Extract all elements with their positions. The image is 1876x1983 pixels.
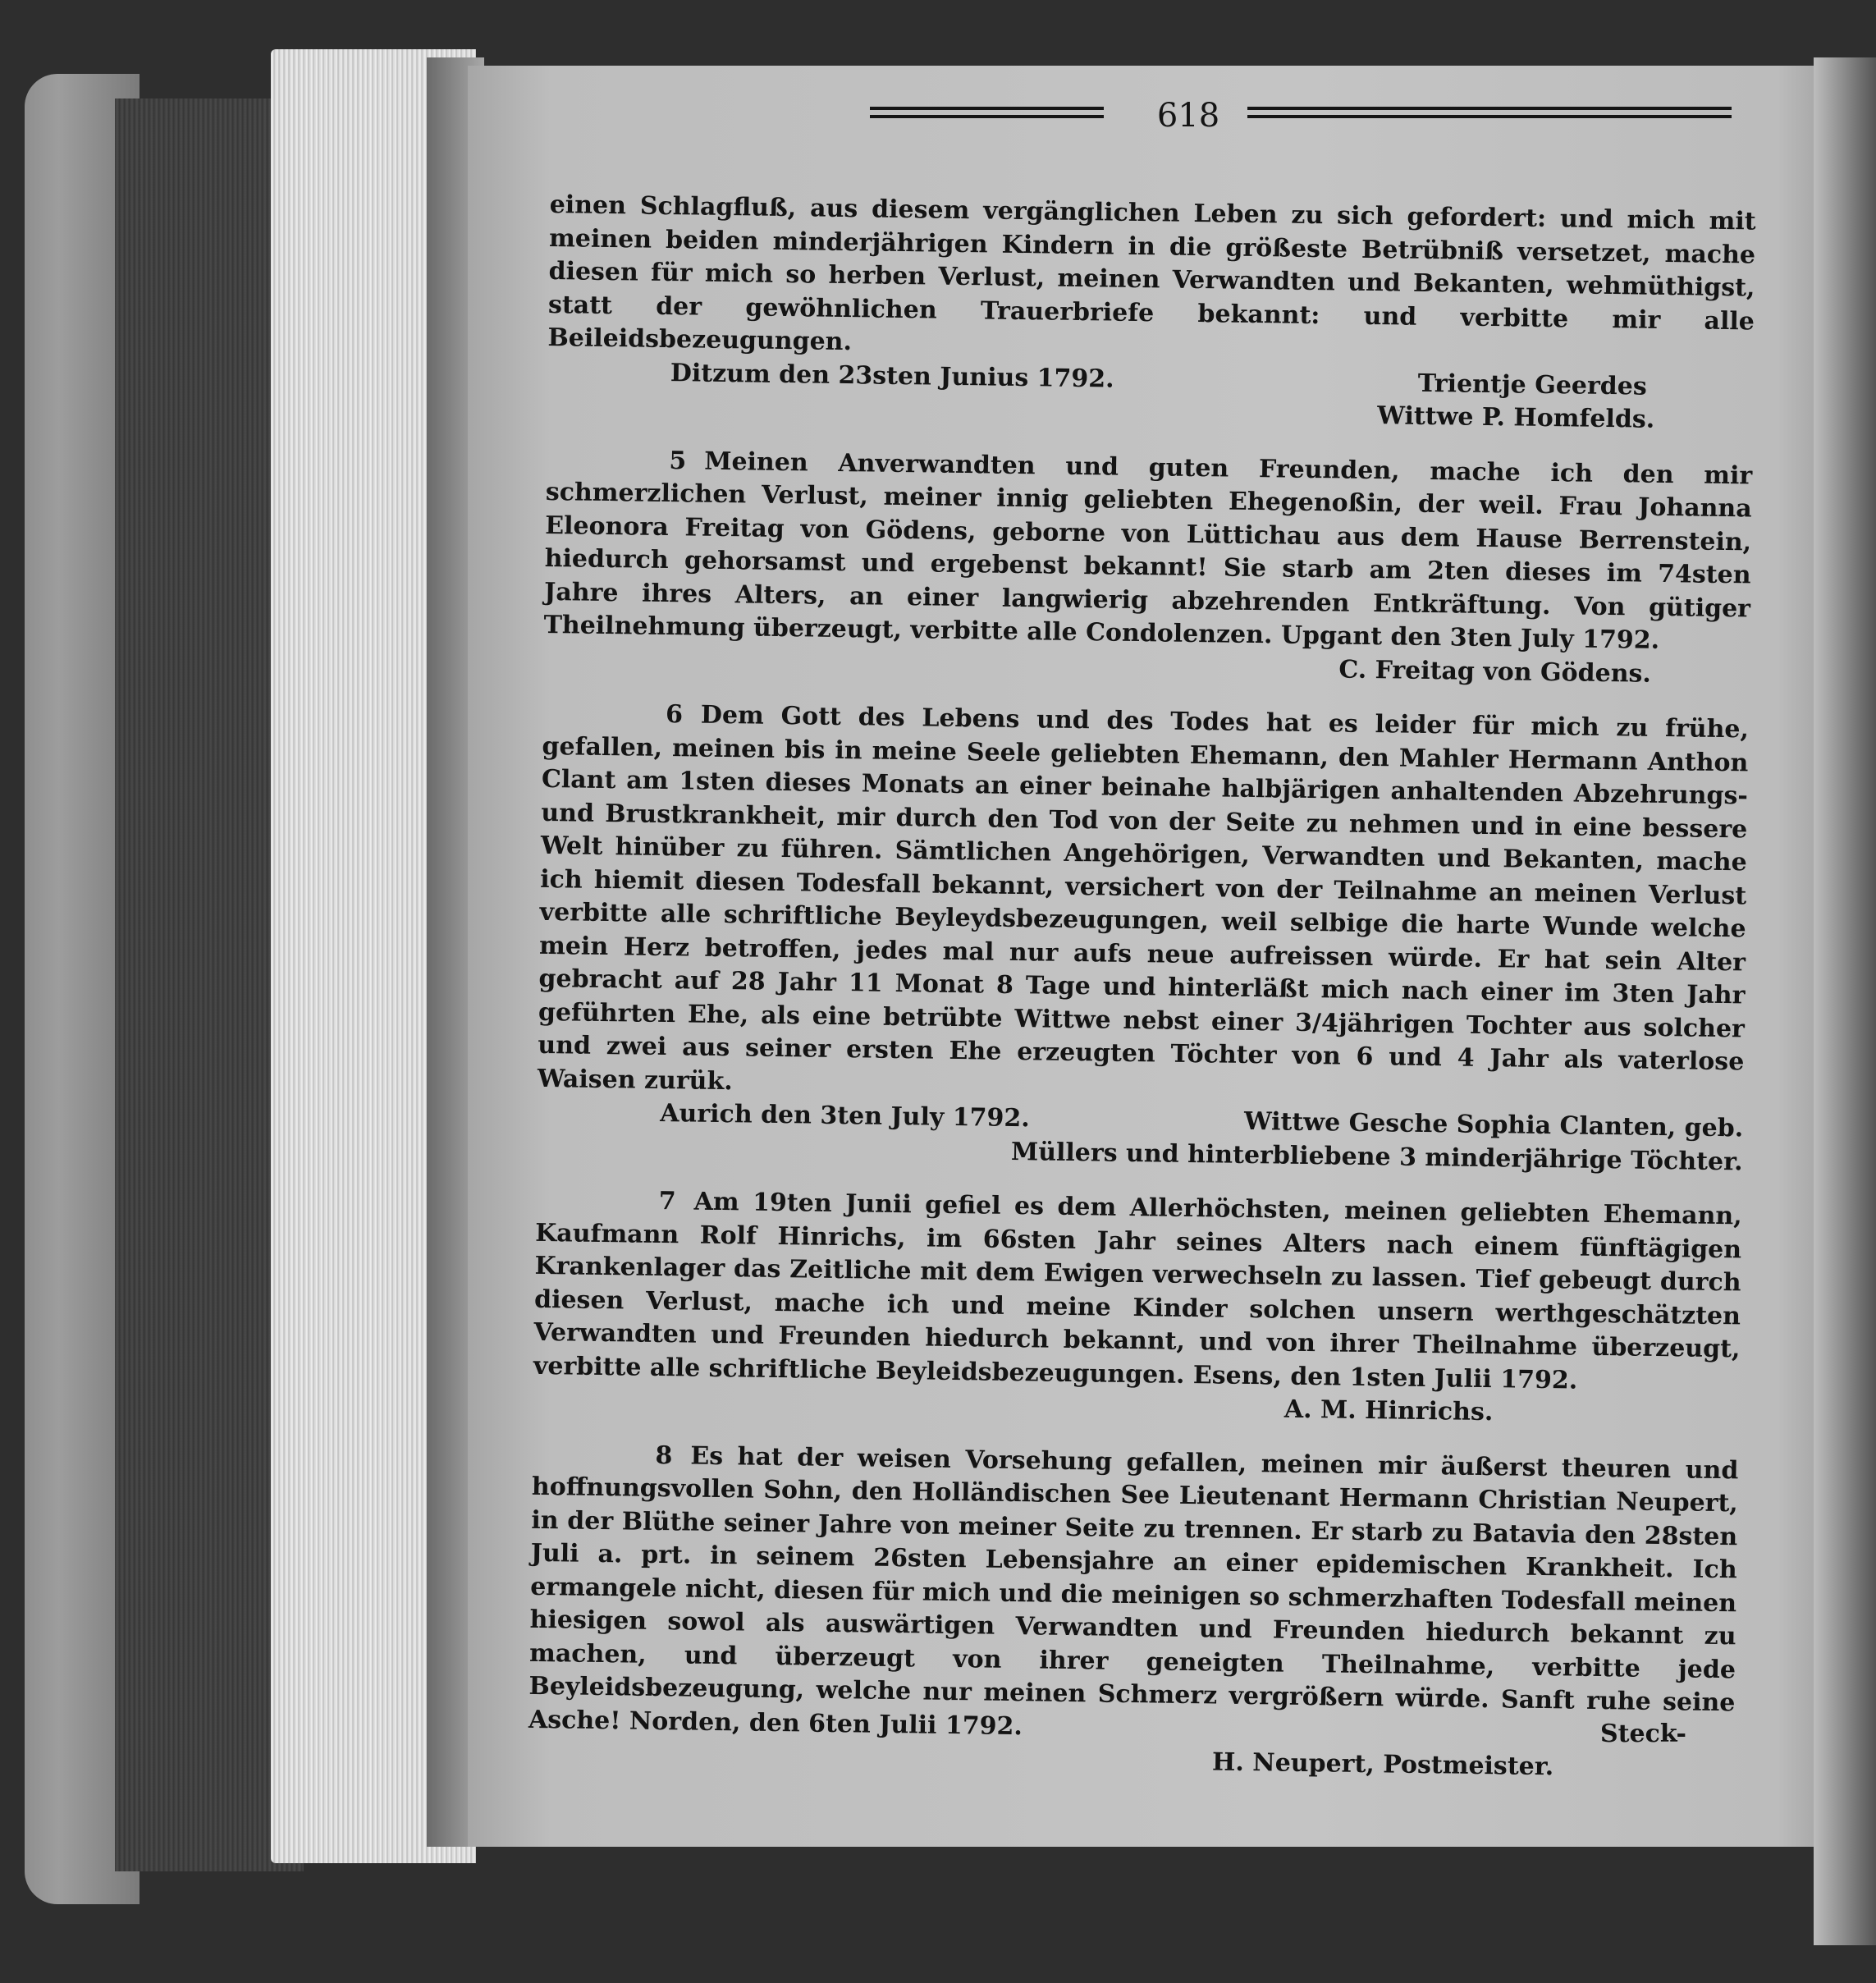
header-rule-right	[1247, 107, 1732, 110]
notice-6-text: Dem Gott des Lebens und des Todes hat es leider für mich zu frühe, gefallen, meinen bis in meine Seele geliebten Ehemann, den Mahler Hermann Anthon Clant am 1sten dieses Monats an einer beinahe halbjärigen anhaltenden Abzehrungs- und Brustkrankheit, mir durch den Tod von der Seite zu nehmen und in eine bessere Welt hinüber zu führen. Sämtlichen Angehörigen, Verwandten und Bekanten, mache ich hiemit diesen Todesfall bekannt, versichert von der Teilnahme an meinen Verlust verbitte alle schriftliche Beyleydsbezeugungen, weil selbige die harte Wunde welche mein Herz betroffen, jedes mal nur aufs neue aufreissen würde. Er hat sein Alter gebracht auf 28 Jahr 11 Monat 8 Tage und hinterläßt mich nach einer im 3ten Jahr geführten Ehe, als eine betrübte Wittwe nebst einer 3/4jährigen Tochter aus solcher und zwei aus seiner ersten Ehe erzeugten Töchter von 6 und 4 Jahr als vaterlose Waisen zurük.	[537, 700, 1750, 1096]
notice-5	[543, 442, 1752, 659]
notice-6-signer-2: Müllers und hinterbliebene 3 minderjährige Töchter.	[1010, 1137, 1743, 1176]
notice-5-number: 5	[669, 446, 687, 475]
page-text	[528, 189, 1756, 1787]
page-number: 618	[1156, 97, 1220, 135]
catchword: Steck-	[1600, 1720, 1686, 1748]
notice-5-signer: C. Freitag von Gödens.	[1338, 654, 1652, 689]
header-rule-left-2	[870, 115, 1104, 118]
notice-6-place-date: Aurich den 3ten July 1792.	[660, 1098, 1030, 1133]
opening-place-date: Ditzum den 23sten Junius 1792.	[670, 358, 1114, 394]
notice-7-signer: A. M. Hinrichs.	[1283, 1395, 1494, 1427]
notice-5-text: Meinen Anverwandten und guten Freunden, mache ich den mir schmerzlichen Verlust, meiner innig geliebten Ehegenoßin, der weil. Frau Johanna Eleonora Freitag von Gödens, geborne von Lüttichau aus dem Hause Berrenstein, hiedurch gehorsamst und ergebenst bekannt! Sie starb am 2ten dieses im 74sten Jahre ihres Alters, an einer langwierig abzehrenden Entkräftung. Von gütiger Theilnehmung überzeugt, verbitte alle Condolenzen. Upgant den 3ten July 1792.	[543, 447, 1753, 655]
header-rule-left	[870, 107, 1104, 110]
notice-6	[538, 697, 1750, 1112]
notice-7-text: Am 19ten Junii gefiel es dem Allerhöchsten, meinen geliebten Ehemann, Kaufmann Rolf Hinrichs, im 66sten Jahr seines Alters nach einem fünftägigen Krankenlager das Zeitliche mit dem Ewigen verwechseln zu lassen. Tief gebeugt durch diesen Verlust, mache ich und meine Kinder solchen unsern werthgeschätzten Verwandten und Freunden hiedurch bekannt, und von ihrer Theilnahme überzeugt, verbitte alle schriftliche Beyleidsbezeugungen. Esens, den 1sten Julii 1792.	[533, 1187, 1742, 1395]
notice-7	[533, 1184, 1742, 1400]
header-rule-right-2	[1247, 115, 1732, 118]
notice-8	[528, 1437, 1739, 1753]
notice-6-number: 6	[665, 700, 684, 730]
notice-8-number: 8	[655, 1440, 673, 1470]
facing-page-edge	[1814, 57, 1876, 1945]
opening-signer-1: Trientje Geerdes	[1417, 369, 1648, 401]
notice-8-text: Es hat der weisen Vorsehung gefallen, meinen mir äußerst theuren und hoffnungsvollen Sohn, den Holländischen See Lieutenant Hermann Christian Neupert, in der Blüthe seiner Jahre von meiner Seite zu trennen. Er starb zu Batavia den 28sten Juli a. prt. in seinem 26sten Lebensjahre an einer epidemischen Krankheit. Ich ermangele nicht, diesen für mich und die meinigen so schmerzhaften Todesfall meinen hiesigen sowol als auswärtigen Verwandten und Freunden hiedurch bekannt zu machen, und überzeugt von ihrer geneigten Theilnahme, verbitte jede Beyleidsbezeugung, welche nur meinen Schmerz vergrößern würde. Sanft ruhe seine Asche! Norden, den 6ten Julii 1792.	[528, 1441, 1739, 1741]
opening-signer-2: Wittwe P. Homfelds.	[1377, 401, 1655, 434]
page-header	[870, 97, 1764, 146]
opening-paragraph: einen Schlagfluß, aus diesem vergänglichen Leben zu sich gefordert: und mich mit meinen beiden minderjährigen Kindern in die größeste Betrübniß versetzet, mache diesen für mich so herben Verlust, meinen Verwandten und Bekanten, wehmüthigst, statt der gewöhnlichen Trauerbriefe bekannt: und verbitte mir alle Beileidsbezeugungen.	[547, 190, 1756, 357]
notice-7-number: 7	[658, 1186, 676, 1216]
notice-6-signer-1: Wittwe Gesche Sophia Clanten, geb.	[1243, 1106, 1744, 1143]
notice-8-signer: H. Neupert, Postmeister.	[1211, 1747, 1554, 1782]
